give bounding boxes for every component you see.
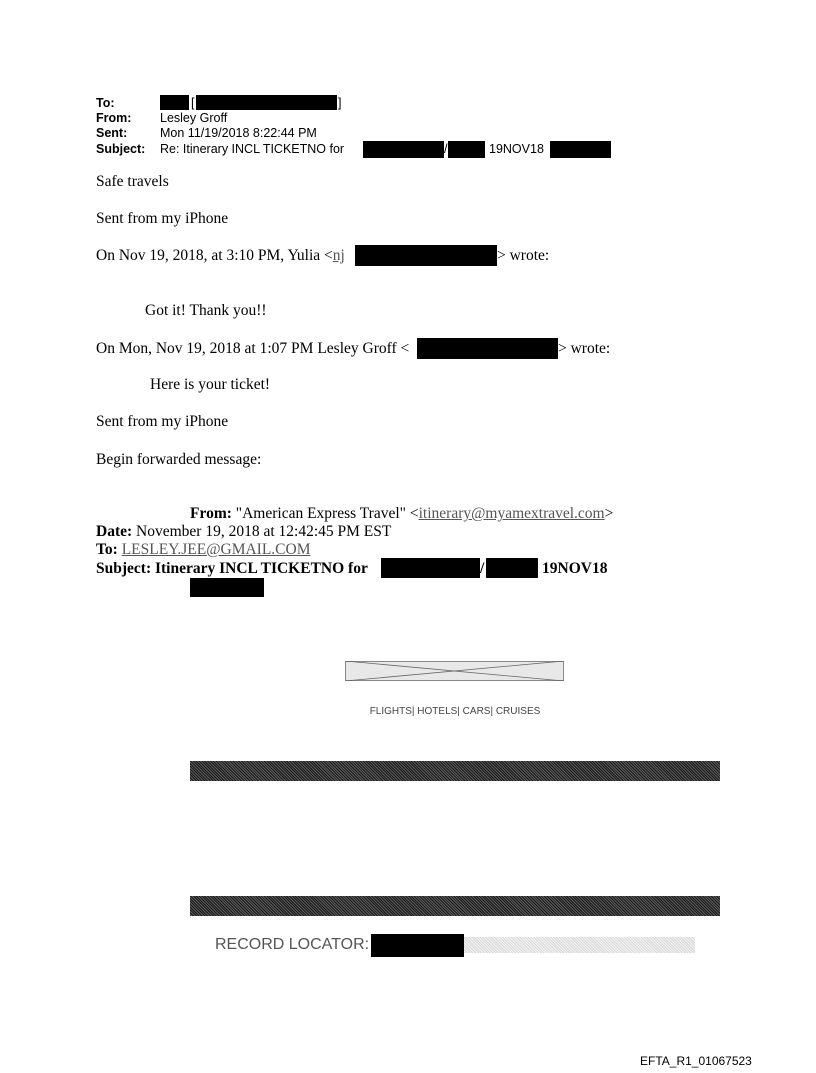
banner-bar	[190, 896, 720, 916]
body-text: Begin forwarded message:	[96, 451, 262, 468]
redaction-block	[160, 95, 189, 110]
subject-prefix: Re: Itinerary INCL TICKETNO for	[160, 142, 345, 156]
redaction-block	[417, 338, 558, 359]
subject-slash: /	[444, 142, 448, 156]
to-label: To:	[96, 96, 115, 110]
redaction-block	[448, 141, 485, 158]
subject-date: 19NOV18	[489, 142, 544, 156]
body-text: Safe travels	[96, 173, 169, 190]
email-link[interactable]: nj	[332, 247, 345, 264]
redaction-block	[363, 141, 444, 158]
from-label: From:	[96, 111, 132, 125]
body-text: Sent from my iPhone	[96, 210, 229, 227]
body-text: Got it! Thank you!!	[145, 302, 267, 319]
to-bracket-close: ]	[338, 96, 342, 110]
fwd-from-name: "American Express Travel" <	[235, 505, 419, 522]
fwd-date	[96, 523, 391, 541]
record-locator-background	[464, 937, 695, 953]
fwd-to	[96, 541, 311, 559]
redaction-block	[196, 95, 337, 110]
body-text: Here is your ticket!	[150, 376, 271, 393]
sent-label: Sent:	[96, 126, 128, 140]
redaction-block	[190, 578, 264, 597]
banner-bar	[190, 761, 720, 781]
redaction-block	[486, 558, 538, 578]
reply-intro-suffix: > wrote:	[497, 247, 550, 264]
fwd-from	[190, 505, 613, 523]
fwd-from-label: From:	[190, 505, 232, 522]
bates-number: EFTA_R1_01067523	[640, 1054, 752, 1068]
fwd-from-email-link[interactable]: itinerary@myamextravel.com	[418, 505, 605, 522]
to-bracket-open: [	[191, 96, 195, 110]
redaction-block	[355, 245, 497, 266]
fwd-subject-slash: /	[480, 560, 485, 577]
reply-intro-text: On Mon, Nov 19, 2018 at 1:07 PM Lesley Groff <	[96, 340, 410, 357]
reply-intro-suffix: > wrote:	[558, 340, 611, 357]
fwd-date-label: Date:	[96, 523, 133, 540]
fwd-subject-label: Subject: Itinerary INCL TICKETNO for	[96, 560, 368, 577]
subject-label: Subject:	[96, 142, 146, 156]
fwd-date-value: November 19, 2018 at 12:42:45 PM EST	[136, 523, 392, 540]
sent-value: Mon 11/19/2018 8:22:44 PM	[160, 126, 317, 140]
fwd-to-label: To:	[96, 541, 118, 558]
redaction-block	[371, 934, 464, 957]
reply-intro	[96, 247, 345, 265]
fwd-to-email-link[interactable]: LESLEY.JEE@GMAIL.COM	[121, 541, 311, 558]
fwd-subject-date: 19NOV18	[542, 560, 608, 577]
body-text: Sent from my iPhone	[96, 413, 229, 430]
from-value: Lesley Groff	[160, 111, 228, 125]
redaction-block	[381, 558, 480, 578]
reply-intro-text: On Nov 19, 2018, at 3:10 PM, Yulia <	[96, 247, 333, 264]
logo-image-placeholder	[345, 661, 564, 681]
nav-links[interactable]: FLIGHTS| HOTELS| CARS| CRUISES	[369, 706, 541, 717]
redaction-block	[550, 141, 611, 158]
fwd-from-close: >	[604, 505, 614, 522]
broken-image-icon	[345, 661, 564, 681]
record-locator-label: RECORD LOCATOR:	[215, 936, 370, 953]
